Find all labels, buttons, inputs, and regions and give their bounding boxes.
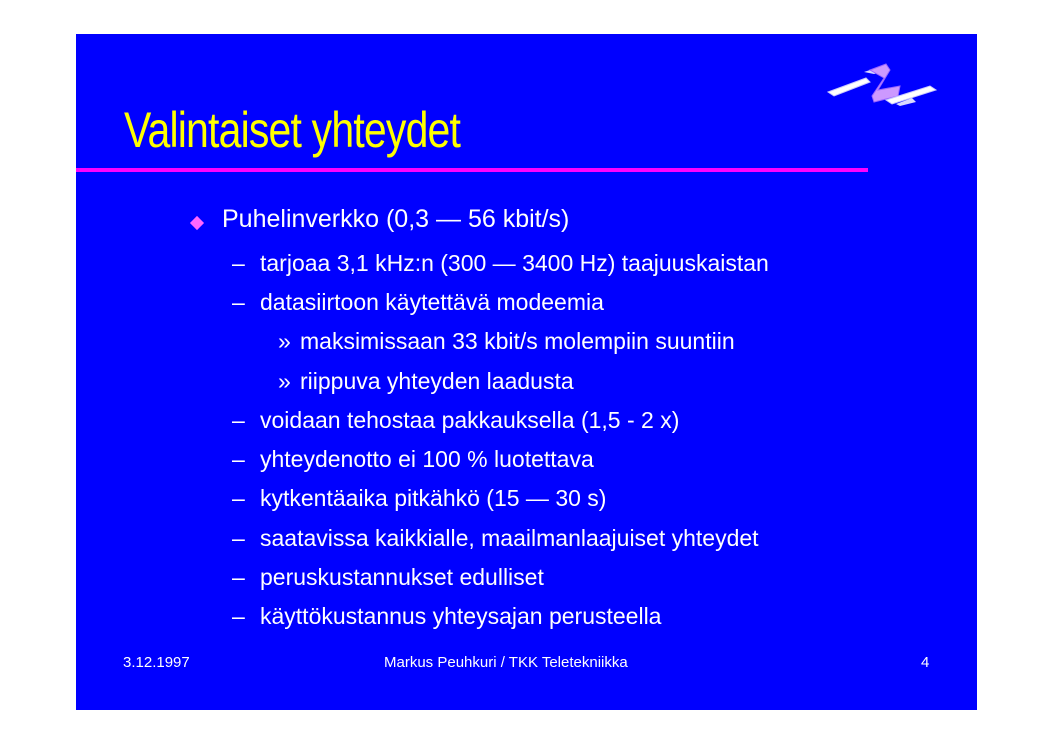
sub-item-marker: – <box>232 564 245 590</box>
sub-item-marker: – <box>232 250 245 276</box>
sub-item-text: kytkentäaika pitkähkö (15 — 30 s) <box>260 485 607 511</box>
zz-lightning-logo-icon <box>826 60 938 114</box>
sub-item-marker: – <box>232 485 245 511</box>
footer-author: Markus Peuhkuri / TKK Teletekniikka <box>384 654 628 671</box>
sub-sub-item-marker: » <box>278 368 291 394</box>
sub-item-marker: – <box>232 289 245 315</box>
title-divider <box>76 168 868 172</box>
sub-item-marker: – <box>232 446 245 472</box>
sub-item-text: yhteydenotto ei 100 % luotettava <box>260 446 594 472</box>
sub-item-marker: – <box>232 603 245 629</box>
footer-page-number: 4 <box>921 654 930 671</box>
sub-sub-item-text: maksimissaan 33 kbit/s molempiin suuntiin <box>300 328 735 354</box>
sub-item-text: saatavissa kaikkialle, maailmanlaajuiset yhteydet <box>260 525 759 551</box>
diamond-bullet-icon <box>190 216 204 230</box>
main-bullet-text: Puhelinverkko (0,3 — 56 kbit/s) <box>222 205 570 233</box>
slide <box>76 34 977 710</box>
sub-item-text: tarjoaa 3,1 kHz:n (300 — 3400 Hz) taajuuskaistan <box>260 250 769 276</box>
footer-date: 3.12.1997 <box>123 654 190 671</box>
sub-sub-item-marker: » <box>278 328 291 354</box>
sub-item-text: voidaan tehostaa pakkauksella (1,5 - 2 x) <box>260 407 680 433</box>
sub-item-text: peruskustannukset edulliset <box>260 564 544 590</box>
sub-sub-item-text: riippuva yhteyden laadusta <box>300 368 574 394</box>
sub-item-text: datasiirtoon käytettävä modeemia <box>260 289 604 315</box>
sub-item-marker: – <box>232 525 245 551</box>
sub-item-text: käyttökustannus yhteysajan perusteella <box>260 603 662 629</box>
slide-title: Valintaiset yhteydet <box>124 102 461 158</box>
sub-item-marker: – <box>232 407 245 433</box>
